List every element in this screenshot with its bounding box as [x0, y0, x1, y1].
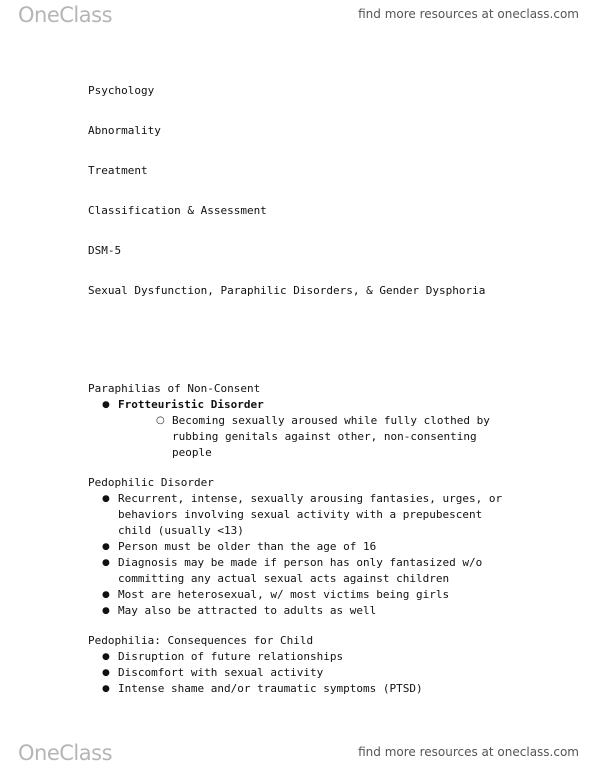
list-item: ● Diagnosis may be made if person has only fantasized w/o committing any actual sexual acts against children — [88, 555, 508, 587]
list-item: ● Person must be older than the age of 16 — [88, 539, 508, 555]
list-item: ● Intense shame and/or traumatic symptoms (PTSD) — [88, 681, 508, 697]
list-item — [88, 397, 508, 461]
topic-line: Classification & Assessment — [88, 204, 267, 217]
list-item: ● Recurrent, intense, sexually arousing fantasies, urges, or behaviors involving sexual activity with a prepubescent child (usually <13) — [88, 491, 508, 539]
bullet-list — [88, 649, 508, 697]
bullet-list — [88, 491, 508, 619]
list-item: ● Most are heterosexual, w/ most victims being girls — [88, 587, 508, 603]
footer-tagline[interactable]: find more resources at oneclass.com — [358, 745, 579, 759]
page-footer — [0, 738, 595, 768]
list-item: ● May also be attracted to adults as well — [88, 603, 508, 619]
page-header — [0, 0, 595, 30]
section-pedophilia-consequences — [88, 633, 508, 697]
topic-line: Sexual Dysfunction, Paraphilic Disorders, & Gender Dysphoria — [88, 284, 486, 297]
list-item: ● Disruption of future relationships — [88, 649, 508, 665]
section-title: Pedophilia: Consequences for Child — [88, 634, 314, 647]
section-paraphilias-non-consent — [88, 381, 508, 461]
topic-line: DSM-5 — [88, 244, 122, 257]
sub-bullet-list — [118, 413, 508, 461]
oneclass-logo[interactable]: OneClass — [18, 3, 113, 27]
topic-line: Abnormality — [88, 124, 161, 137]
topic-line: Psychology — [88, 84, 155, 97]
bullet-list — [88, 397, 508, 461]
section-pedophilic-disorder — [88, 475, 508, 619]
document-body — [88, 83, 508, 711]
section-title: Paraphilias of Non-Consent — [88, 382, 261, 395]
topic-line: Treatment — [88, 164, 148, 177]
oneclass-logo[interactable]: OneClass — [18, 741, 113, 765]
header-tagline[interactable]: find more resources at oneclass.com — [358, 7, 579, 21]
list-item-text: Frotteuristic Disorder — [118, 398, 264, 411]
section-title: Pedophilic Disorder — [88, 476, 214, 489]
list-item: ● Discomfort with sexual activity — [88, 665, 508, 681]
sub-list-item: ○ Becoming sexually aroused while fully clothed by rubbing genitals against other, non-consenting people — [118, 413, 508, 461]
